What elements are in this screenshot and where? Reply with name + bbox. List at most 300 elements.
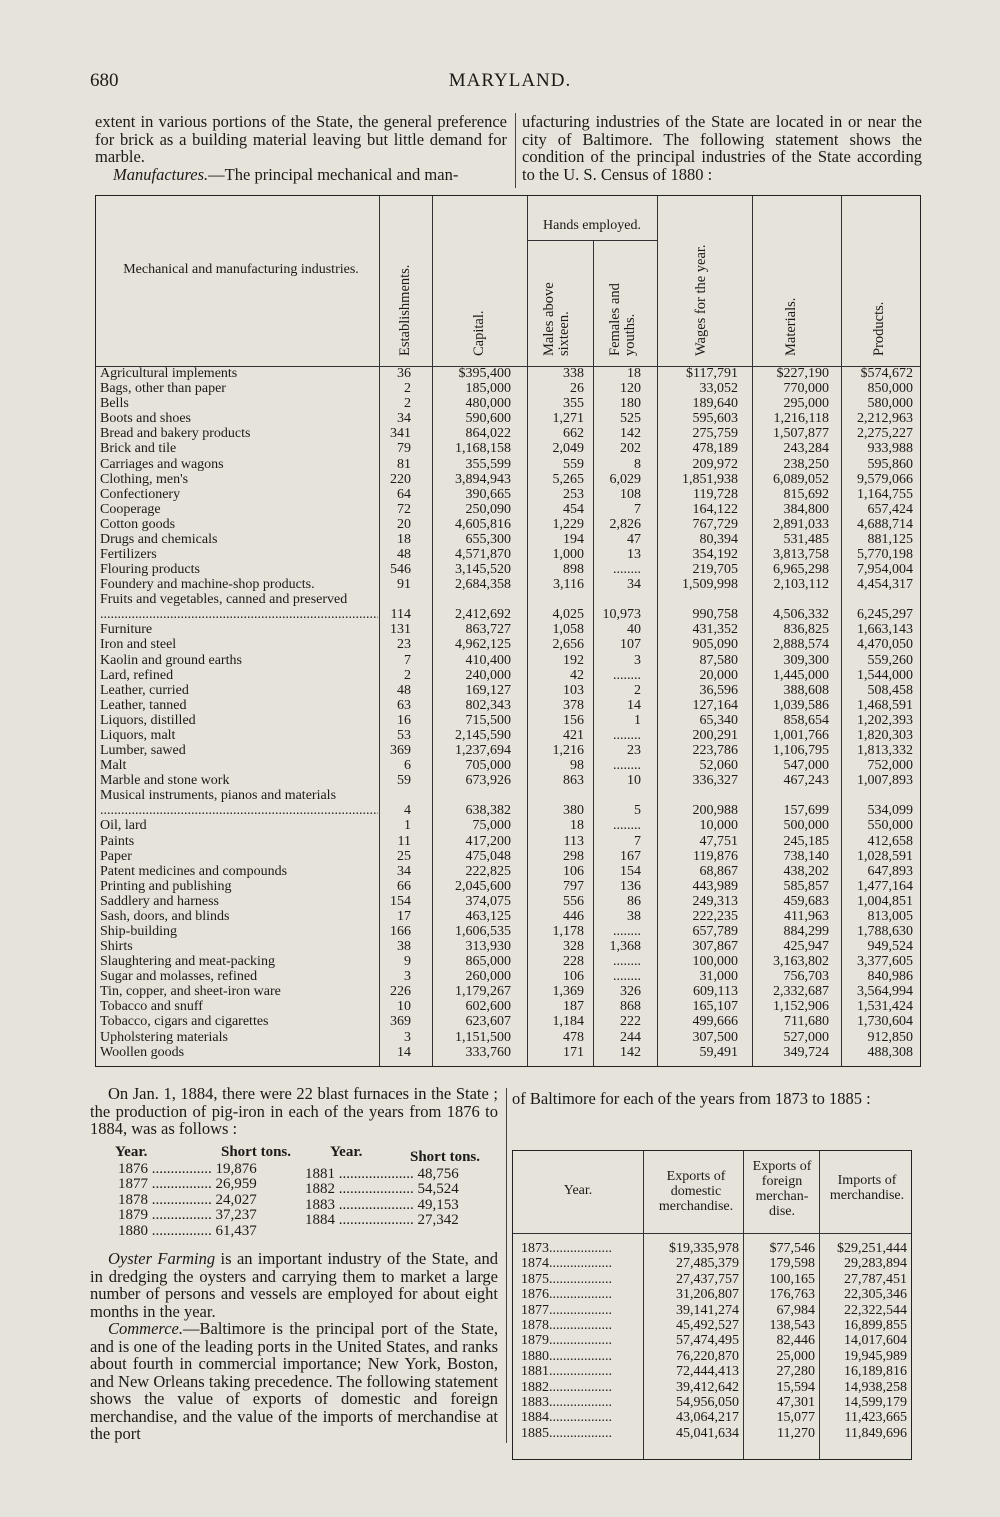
oyster-heading: Oyster Farming bbox=[108, 1249, 216, 1268]
leader-dots: .................. bbox=[549, 1348, 612, 1364]
females-cell: 180 bbox=[620, 396, 641, 412]
materials-cell: 1,039,586 bbox=[773, 697, 829, 713]
industry-name bbox=[100, 834, 378, 849]
females-cell: 5 bbox=[634, 803, 641, 819]
foreign-cell: 176,763 bbox=[769, 1287, 815, 1303]
pig-tons: 26,959 bbox=[215, 1176, 257, 1193]
females-cell: ........ bbox=[613, 969, 641, 985]
industry-name bbox=[100, 879, 378, 894]
females-cell: 326 bbox=[620, 984, 641, 1000]
capital-cell: 4,571,870 bbox=[455, 547, 511, 563]
capital-cell: 2,684,358 bbox=[455, 577, 511, 593]
industry-label: Lard, refined bbox=[100, 667, 174, 683]
industry-label: Bells bbox=[100, 396, 129, 412]
capital-cell: 4,962,125 bbox=[455, 637, 511, 653]
wages-cell: $117,791 bbox=[686, 366, 738, 382]
wages-cell: 431,352 bbox=[692, 622, 738, 638]
wages-cell: 127,164 bbox=[692, 697, 738, 713]
header-industry: Mechanical and manufacturing industries. bbox=[123, 262, 359, 277]
pig-iron-intro bbox=[90, 1085, 498, 1138]
leader-dots: ................ bbox=[148, 1161, 216, 1177]
header-foreign: Exports of foreign merchan-dise. bbox=[752, 1159, 812, 1219]
products-cell: 1,788,630 bbox=[857, 923, 913, 939]
males-cell: 338 bbox=[563, 366, 584, 382]
industry-label: Liquors, distilled bbox=[100, 712, 196, 728]
establishments-cell: 16 bbox=[397, 712, 411, 728]
capital-cell: 355,599 bbox=[465, 456, 511, 472]
establishments-cell: 10 bbox=[397, 999, 411, 1015]
products-cell: 534,099 bbox=[867, 803, 913, 819]
leader-dots: .................. bbox=[549, 1410, 612, 1426]
materials-cell: 6,089,052 bbox=[773, 471, 829, 487]
males-cell: 171 bbox=[563, 1044, 584, 1060]
establishments-cell: 18 bbox=[397, 531, 411, 547]
pig-year: 1882 bbox=[305, 1181, 335, 1198]
imports-cell: 29,283,894 bbox=[844, 1256, 907, 1272]
table-row bbox=[96, 879, 920, 894]
wages-cell: 595,603 bbox=[692, 411, 738, 427]
exports-row bbox=[513, 1364, 911, 1379]
establishments-cell: 11 bbox=[397, 833, 411, 849]
materials-cell: 388,608 bbox=[783, 682, 829, 698]
capital-cell: 333,760 bbox=[465, 1044, 511, 1060]
column-divider bbox=[515, 113, 516, 188]
pig-year: 1878 bbox=[118, 1191, 148, 1208]
industry-label: Woollen goods bbox=[100, 1044, 185, 1060]
establishments-cell: 53 bbox=[397, 727, 411, 743]
leader-dots: .................. bbox=[549, 1271, 612, 1287]
exports-table bbox=[512, 1150, 912, 1460]
pig-tons: 24,027 bbox=[215, 1191, 257, 1208]
table-row bbox=[96, 1029, 920, 1044]
year-cell bbox=[521, 1426, 641, 1441]
establishments-cell: 9 bbox=[404, 954, 411, 970]
materials-cell: 438,202 bbox=[783, 863, 829, 879]
table-row bbox=[96, 894, 920, 909]
females-cell: ........ bbox=[613, 727, 641, 743]
products-cell: 881,125 bbox=[867, 531, 913, 547]
products-cell: 949,524 bbox=[867, 939, 913, 955]
products-cell: 1,004,851 bbox=[857, 893, 913, 909]
pig-iron-row bbox=[305, 1182, 459, 1197]
wages-cell: 31,000 bbox=[699, 969, 738, 985]
industry-name bbox=[100, 818, 378, 833]
establishments-cell: 4 bbox=[404, 803, 411, 819]
industry-name bbox=[100, 396, 378, 411]
establishments-cell: 3 bbox=[404, 1029, 411, 1045]
capital-cell: 313,930 bbox=[465, 939, 511, 955]
establishments-cell: 25 bbox=[397, 848, 411, 864]
males-cell: 863 bbox=[563, 773, 584, 789]
products-cell: 3,377,605 bbox=[857, 954, 913, 970]
establishments-cell: 59 bbox=[397, 773, 411, 789]
females-cell: 6,029 bbox=[609, 471, 641, 487]
wages-cell: 189,640 bbox=[692, 396, 738, 412]
header-imports: Imports of merchandise. bbox=[829, 1173, 905, 1203]
pig-iron-row bbox=[305, 1198, 459, 1213]
materials-cell: 1,507,877 bbox=[773, 426, 829, 442]
capital-cell: 169,127 bbox=[465, 682, 511, 698]
exports-row bbox=[513, 1256, 911, 1271]
establishments-cell: 341 bbox=[390, 426, 411, 442]
capital-cell: 1,606,535 bbox=[455, 923, 511, 939]
products-cell: 647,893 bbox=[867, 863, 913, 879]
exports-row bbox=[513, 1318, 911, 1333]
females-cell: 40 bbox=[627, 622, 641, 638]
materials-cell: 836,825 bbox=[783, 622, 829, 638]
products-cell: 488,308 bbox=[867, 1044, 913, 1060]
industry-label: Leather, tanned bbox=[100, 697, 187, 713]
foreign-cell: 15,594 bbox=[776, 1379, 815, 1395]
females-cell: 8 bbox=[634, 456, 641, 472]
industry-name bbox=[100, 894, 378, 909]
domestic-cell: 45,492,527 bbox=[676, 1318, 739, 1333]
capital-cell: 864,022 bbox=[465, 426, 511, 442]
females-cell: 2,826 bbox=[609, 516, 641, 532]
industry-label: Shirts bbox=[100, 939, 133, 955]
males-cell: 192 bbox=[563, 652, 584, 668]
capital-cell: 475,048 bbox=[465, 848, 511, 864]
products-cell: 2,212,963 bbox=[857, 411, 913, 427]
establishments-cell: 220 bbox=[390, 471, 411, 487]
females-cell: 14 bbox=[627, 697, 641, 713]
females-cell: ........ bbox=[613, 667, 641, 683]
industry-label: Oil, lard bbox=[100, 818, 147, 834]
industry-name bbox=[100, 457, 378, 472]
materials-cell: 4,506,332 bbox=[773, 607, 829, 623]
year-label: 1878 bbox=[521, 1318, 549, 1333]
capital-cell: 240,000 bbox=[465, 667, 511, 683]
wages-cell: 36,596 bbox=[699, 682, 738, 698]
domestic-cell: 54,956,050 bbox=[676, 1395, 739, 1410]
industry-name bbox=[100, 381, 378, 396]
females-cell: 525 bbox=[620, 411, 641, 427]
industry-name bbox=[100, 849, 378, 864]
capital-cell: 863,727 bbox=[465, 622, 511, 638]
pig-year: 1879 bbox=[118, 1207, 148, 1224]
males-cell: 103 bbox=[563, 682, 584, 698]
wages-cell: 657,789 bbox=[692, 923, 738, 939]
materials-cell: 245,185 bbox=[783, 833, 829, 849]
year-cell bbox=[521, 1256, 641, 1271]
wages-cell: 222,235 bbox=[692, 908, 738, 924]
hands-divider bbox=[527, 240, 657, 241]
leader-dots bbox=[100, 607, 378, 622]
products-cell: 412,658 bbox=[867, 833, 913, 849]
industry-name bbox=[100, 592, 378, 622]
establishments-cell: 154 bbox=[390, 893, 411, 909]
males-cell: 194 bbox=[563, 531, 584, 547]
males-cell: 454 bbox=[563, 501, 584, 517]
capital-cell: 638,382 bbox=[465, 803, 511, 819]
industry-name bbox=[100, 622, 378, 637]
females-cell: 2 bbox=[634, 682, 641, 698]
wages-cell: 223,786 bbox=[692, 743, 738, 759]
oyster-commerce-column bbox=[90, 1250, 498, 1443]
establishments-cell: 369 bbox=[390, 1014, 411, 1030]
industry-name bbox=[100, 1045, 378, 1060]
industry-label: Paper bbox=[100, 848, 132, 864]
header-wages: Wages for the year. bbox=[693, 244, 709, 356]
capital-cell: 673,926 bbox=[465, 773, 511, 789]
capital-cell: 75,000 bbox=[472, 818, 511, 834]
products-cell: 1,663,143 bbox=[857, 622, 913, 638]
capital-cell: 480,000 bbox=[465, 396, 511, 412]
products-cell: 7,954,004 bbox=[857, 562, 913, 578]
materials-cell: 3,813,758 bbox=[773, 547, 829, 563]
males-cell: 106 bbox=[563, 863, 584, 879]
header-females: Females and youths. bbox=[607, 283, 638, 356]
wages-cell: 80,394 bbox=[699, 531, 738, 547]
year-label: 1877 bbox=[521, 1302, 549, 1318]
capital-cell: 623,607 bbox=[465, 1014, 511, 1030]
manufactures-text: —The principal mechanical and man- bbox=[208, 164, 459, 184]
imports-cell: 27,787,451 bbox=[844, 1271, 907, 1287]
table-row bbox=[96, 426, 920, 441]
females-cell: 18 bbox=[627, 366, 641, 382]
year-cell bbox=[521, 1303, 641, 1318]
industry-name bbox=[100, 1014, 378, 1029]
wages-cell: 443,989 bbox=[692, 878, 738, 894]
products-cell: 3,564,994 bbox=[857, 984, 913, 1000]
males-cell: 1,178 bbox=[552, 923, 584, 939]
pig-tons: 37,237 bbox=[215, 1207, 257, 1224]
industry-label: Malt bbox=[100, 758, 127, 774]
industry-label: Tobacco and snuff bbox=[100, 999, 203, 1015]
industry-label: Liquors, malt bbox=[100, 727, 176, 743]
males-cell: 3,116 bbox=[553, 577, 584, 593]
pig-header-tons-right: Short tons. bbox=[410, 1149, 481, 1165]
top-left-column bbox=[95, 113, 507, 183]
capital-cell: 2,045,600 bbox=[455, 878, 511, 894]
wages-cell: 164,122 bbox=[692, 501, 738, 517]
year-label: 1884 bbox=[521, 1410, 549, 1426]
capital-cell: 715,500 bbox=[465, 712, 511, 728]
industry-label: Slaughtering and meat-packing bbox=[100, 954, 275, 970]
year-cell bbox=[521, 1272, 641, 1287]
wages-cell: 609,113 bbox=[693, 984, 738, 1000]
products-cell: 2,275,227 bbox=[857, 426, 913, 442]
imports-cell: 19,945,989 bbox=[844, 1348, 907, 1364]
capital-cell: 250,090 bbox=[465, 501, 511, 517]
males-cell: 478 bbox=[563, 1029, 584, 1045]
females-cell: 222 bbox=[620, 1014, 641, 1030]
table-row bbox=[96, 1045, 920, 1060]
females-cell: 136 bbox=[620, 878, 641, 894]
year-label: 1876 bbox=[521, 1287, 549, 1303]
materials-cell: 756,703 bbox=[783, 969, 829, 985]
capital-cell: 185,000 bbox=[465, 381, 511, 397]
industry-name bbox=[100, 668, 378, 683]
industry-name bbox=[100, 969, 378, 984]
materials-cell: 6,965,298 bbox=[773, 562, 829, 578]
establishments-cell: 48 bbox=[397, 547, 411, 563]
males-cell: 328 bbox=[563, 939, 584, 955]
materials-cell: 1,001,766 bbox=[773, 727, 829, 743]
establishments-cell: 369 bbox=[390, 743, 411, 759]
females-cell: 1,368 bbox=[609, 939, 641, 955]
industry-label: Foundery and machine-shop products. bbox=[100, 577, 315, 593]
table-row bbox=[96, 954, 920, 969]
materials-cell: 3,163,802 bbox=[773, 954, 829, 970]
males-cell: 98 bbox=[570, 758, 584, 774]
industry-name bbox=[100, 562, 378, 577]
foreign-cell: 25,000 bbox=[776, 1348, 815, 1364]
products-cell: 1,730,604 bbox=[857, 1014, 913, 1030]
pig-year: 1877 bbox=[118, 1176, 148, 1193]
males-cell: 1,271 bbox=[552, 411, 584, 427]
industry-name bbox=[100, 426, 378, 441]
year-cell bbox=[521, 1287, 641, 1302]
industry-label: Marble and stone work bbox=[100, 773, 230, 789]
wages-cell: 1,509,998 bbox=[682, 577, 738, 593]
capital-cell: 3,894,943 bbox=[455, 471, 511, 487]
materials-cell: 1,152,906 bbox=[773, 999, 829, 1015]
products-cell: 1,164,755 bbox=[857, 486, 913, 502]
header-establishments: Establishments. bbox=[397, 264, 413, 356]
pig-tons: 61,437 bbox=[215, 1222, 257, 1239]
products-cell: 933,988 bbox=[867, 441, 913, 457]
males-cell: 446 bbox=[563, 908, 584, 924]
establishments-cell: 48 bbox=[397, 682, 411, 698]
wages-cell: 990,758 bbox=[692, 607, 738, 623]
leader-dots: ................ bbox=[148, 1191, 216, 1208]
industry-label: Cooperage bbox=[100, 501, 161, 517]
products-cell: 5,770,198 bbox=[857, 547, 913, 563]
establishments-cell: 14 bbox=[397, 1044, 411, 1060]
females-cell: ........ bbox=[613, 562, 641, 578]
domestic-cell: 76,220,870 bbox=[676, 1348, 739, 1364]
commerce-text: —Baltimore is the principal port of the State, and is one of the leading ports in the United States, and ranks about fourth in commercial importance; New York, Boston, and New Orleans taking precedence. The following statement shows the value of exports of domestic and foreign merchandise, and the value of the imports of merchandise at the port bbox=[90, 1319, 498, 1443]
header-year: Year. bbox=[563, 1183, 593, 1198]
year-cell bbox=[521, 1380, 641, 1395]
pig-tons: 48,756 bbox=[417, 1166, 459, 1182]
table-row bbox=[96, 1014, 920, 1029]
manufactures-heading: Manufactures. bbox=[113, 164, 209, 184]
wages-cell: 478,189 bbox=[692, 441, 738, 457]
products-cell: 595,860 bbox=[867, 456, 913, 472]
header-males: Males above sixteen. bbox=[541, 282, 572, 356]
products-cell: 550,000 bbox=[867, 818, 913, 834]
products-cell: 840,986 bbox=[867, 969, 913, 985]
females-cell: 202 bbox=[620, 441, 641, 457]
exports-row bbox=[513, 1395, 911, 1410]
industry-name bbox=[100, 653, 378, 668]
industry-name bbox=[100, 924, 378, 939]
leader-dots: .................. bbox=[549, 1379, 612, 1395]
industry-name bbox=[100, 683, 378, 698]
wages-cell: 52,060 bbox=[699, 758, 738, 774]
industries-table bbox=[95, 195, 921, 1067]
industry-name bbox=[100, 441, 378, 456]
leader-dots: ................ bbox=[148, 1222, 216, 1239]
domestic-cell: 72,444,413 bbox=[676, 1364, 739, 1380]
industry-label: Brick and tile bbox=[100, 441, 177, 457]
establishments-cell: 114 bbox=[390, 607, 411, 623]
leader-dots bbox=[100, 803, 378, 818]
materials-cell: 1,106,795 bbox=[773, 743, 829, 759]
materials-cell: 1,216,118 bbox=[773, 411, 829, 427]
leader-dots: .................... bbox=[335, 1166, 418, 1182]
imports-cell: 14,017,604 bbox=[844, 1333, 907, 1349]
capital-cell: 222,825 bbox=[465, 863, 511, 879]
table-row bbox=[96, 773, 920, 788]
products-cell: 1,202,393 bbox=[857, 712, 913, 728]
males-cell: 4,025 bbox=[552, 607, 584, 623]
industry-label: Confectionery bbox=[100, 486, 181, 502]
industry-name bbox=[100, 577, 378, 592]
industry-label: Tin, copper, and sheet-iron ware bbox=[100, 984, 281, 1000]
industry-label: Lumber, sawed bbox=[100, 743, 186, 759]
males-cell: 797 bbox=[563, 878, 584, 894]
year-label: 1880 bbox=[521, 1348, 549, 1364]
females-cell: 167 bbox=[620, 848, 641, 864]
materials-cell: 858,654 bbox=[783, 712, 829, 728]
industry-name bbox=[100, 487, 378, 502]
wages-cell: 87,580 bbox=[699, 652, 738, 668]
materials-cell: 411,963 bbox=[784, 908, 829, 924]
wages-cell: 119,728 bbox=[693, 486, 738, 502]
exports-row bbox=[513, 1426, 911, 1441]
table-row bbox=[96, 864, 920, 879]
industry-label: Kaolin and ground earths bbox=[100, 652, 242, 668]
capital-cell: 3,145,520 bbox=[455, 562, 511, 578]
wages-cell: 1,851,938 bbox=[682, 471, 738, 487]
industry-label: Clothing, men's bbox=[100, 471, 189, 487]
industry-name bbox=[100, 984, 378, 999]
establishments-cell: 81 bbox=[397, 456, 411, 472]
wages-cell: 905,090 bbox=[692, 637, 738, 653]
establishments-cell: 79 bbox=[397, 441, 411, 457]
year-cell bbox=[521, 1364, 641, 1379]
products-cell: 4,688,714 bbox=[857, 516, 913, 532]
industries-table-header bbox=[96, 196, 920, 367]
domestic-cell: 43,064,217 bbox=[676, 1410, 739, 1426]
leader-dots: .................... bbox=[335, 1181, 418, 1198]
table-row bbox=[96, 562, 920, 577]
industry-name bbox=[100, 728, 378, 743]
wages-cell: 219,705 bbox=[692, 562, 738, 578]
materials-cell: 527,000 bbox=[783, 1029, 829, 1045]
page-number: 680 bbox=[90, 70, 119, 91]
year-label: 1882 bbox=[521, 1379, 549, 1395]
year-label: 1874 bbox=[521, 1256, 549, 1272]
page-title: MARYLAND. bbox=[448, 70, 572, 91]
establishments-cell: 6 bbox=[404, 758, 411, 774]
industry-label: Saddlery and harness bbox=[100, 893, 219, 909]
domestic-cell: 45,041,634 bbox=[676, 1425, 739, 1441]
males-cell: 355 bbox=[563, 396, 584, 412]
foreign-cell: 11,270 bbox=[777, 1425, 815, 1441]
foreign-cell: 82,446 bbox=[776, 1333, 815, 1349]
industry-name bbox=[100, 547, 378, 562]
materials-cell: 547,000 bbox=[783, 758, 829, 774]
table-row bbox=[96, 849, 920, 864]
capital-cell: 1,179,267 bbox=[455, 984, 511, 1000]
establishments-cell: 63 bbox=[397, 697, 411, 713]
exports-row bbox=[513, 1380, 911, 1395]
capital-cell: $395,400 bbox=[458, 366, 511, 382]
establishments-cell: 34 bbox=[397, 411, 411, 427]
pig-tons: 19,876 bbox=[215, 1161, 257, 1177]
males-cell: 1,229 bbox=[552, 516, 584, 532]
oyster-text: is an important industry of the State, and in dredging the oysters and carrying them to market a large number of persons and vessels are employed for about eight months in the year. bbox=[90, 1249, 498, 1321]
industry-label: Musical instruments, pianos and materials bbox=[100, 788, 337, 804]
leader-dots: .................. bbox=[549, 1425, 612, 1441]
table-row bbox=[96, 939, 920, 954]
capital-cell: 1,168,158 bbox=[455, 441, 511, 457]
materials-cell: 884,299 bbox=[783, 923, 829, 939]
